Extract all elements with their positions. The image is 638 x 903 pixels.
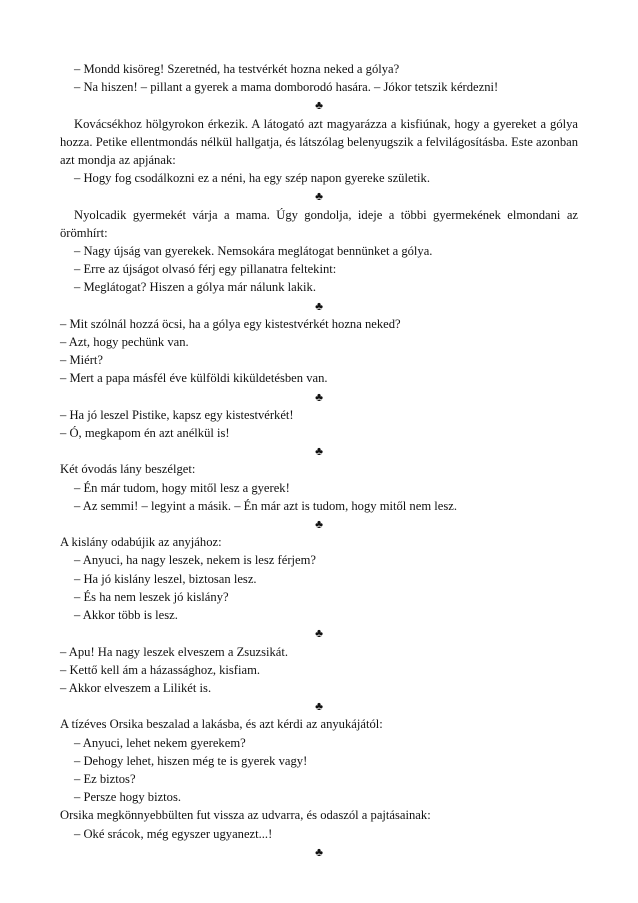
dialogue-line: – Ez biztos? [74, 771, 136, 786]
text-line: – Apu! Ha nagy leszek elveszem a Zsuzsikát. [60, 644, 289, 659]
text-line: Orsika megkönnyebbülten fut vissza az udvarra, és odaszól a pajtásainak: [60, 808, 431, 823]
club-separator-icon: ♣ [315, 844, 323, 859]
club-separator-icon: ♣ [315, 699, 323, 714]
joke-collection [60, 60, 578, 861]
text-line: – Ó, megkapom én azt anélkül is! [60, 426, 230, 441]
text-line: A tízéves Orsika beszalad a lakásba, és azt kérdi az anyukájától: [60, 717, 383, 732]
dialogue-line: – Mondd kisöreg! Szeretnéd, ha testvérkét hozna neked a gólya? [74, 62, 400, 76]
dialogue-line: – Nagy újság van gyerekek. Nemsokára meglátogat bennünket a gólya. [74, 244, 433, 259]
dialogue-line: – Na hiszen! – pillant a gyerek a mama domborodó hasára. – Jókor tetszik kérdezni! [74, 80, 499, 95]
document-page [60, 60, 578, 861]
text-line: – Kettő kell ám a házassághoz, kisfiam. [60, 662, 261, 677]
narrative-paragraph: Kovácsékhoz hölgyrokon érkezik. A látogató azt magyarázza a kisfiúnak, hogy a gyereket a gólya hozza. Petike ellentmondás nélkül hallgatja, és látszólag belenyugszik a felvilágosításba. Este azonban azt mondja az apjának: [60, 116, 578, 168]
club-separator-icon: ♣ [315, 389, 323, 404]
dialogue-line: – Persze hogy biztos. [74, 790, 182, 805]
dialogue-line: – Oké srácok, még egyszer ugyanezt...! [74, 826, 273, 841]
club-separator-icon: ♣ [315, 444, 323, 459]
text-line: – Mit szólnál hozzá öcsi, ha a gólya egy kistestvérkét hozna neked? [60, 316, 401, 331]
dialogue-line: – Dehogy lehet, hiszen még te is gyerek vagy! [74, 753, 308, 768]
club-separator-icon: ♣ [315, 626, 323, 641]
dialogue-line: – Akkor több is lesz. [74, 608, 178, 623]
text-line: – Ha jó leszel Pistike, kapsz egy kistestvérkét! [60, 407, 294, 422]
club-separator-icon: ♣ [315, 98, 323, 113]
dialogue-line: – Hogy fog csodálkozni ez a néni, ha egy szép napon gyereke születik. [74, 171, 431, 186]
dialogue-line: – Én már tudom, hogy mitől lesz a gyerek! [74, 480, 290, 495]
text-line: A kislány odabújik az anyjához: [60, 535, 222, 550]
dialogue-line: – Anyuci, ha nagy leszek, nekem is lesz férjem? [74, 553, 316, 568]
club-separator-icon: ♣ [315, 298, 323, 313]
text-line: – Akkor elveszem a Lilikét is. [60, 680, 212, 695]
dialogue-line: – Erre az újságot olvasó férj egy pillanatra feltekint: [74, 262, 337, 277]
dialogue-line: – Anyuci, lehet nekem gyerekem? [74, 735, 246, 750]
dialogue-line: – Az semmi! – legyint a másik. – Én már azt is tudom, hogy mitől nem lesz. [74, 498, 457, 513]
text-line: Két óvodás lány beszélget: [60, 462, 196, 477]
club-separator-icon: ♣ [315, 189, 323, 204]
dialogue-line: – Meglátogat? Hiszen a gólya már nálunk lakik. [74, 280, 317, 295]
text-line: – Azt, hogy pechünk van. [60, 335, 189, 350]
dialogue-line: – És ha nem leszek jó kislány? [74, 589, 229, 604]
narrative-paragraph: Nyolcadik gyermekét várja a mama. Úgy gondolja, ideje a többi gyermekének elmondani az örömhírt: [60, 207, 578, 240]
text-line: – Miért? [60, 353, 104, 368]
text-line: – Mert a papa másfél éve külföldi kiküldetésben van. [60, 371, 328, 386]
club-separator-icon: ♣ [315, 517, 323, 532]
dialogue-line: – Ha jó kislány leszel, biztosan lesz. [74, 571, 257, 586]
